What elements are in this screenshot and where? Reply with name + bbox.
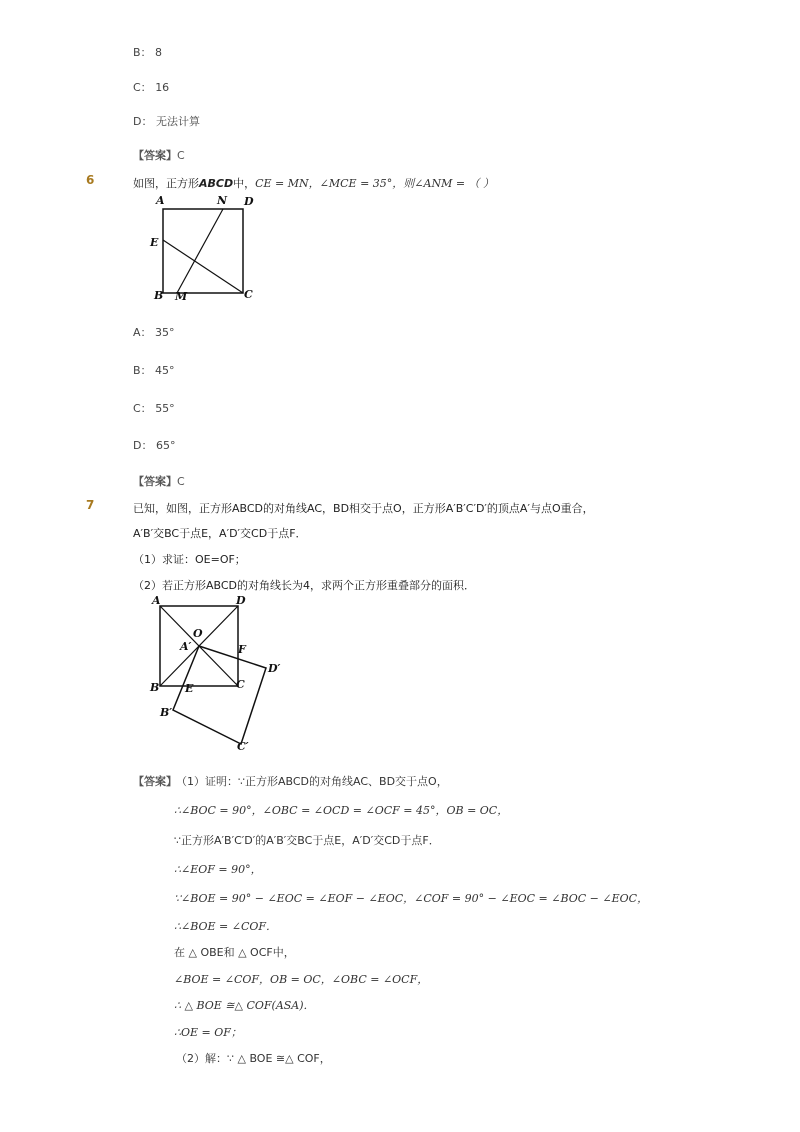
- q6-option-d: D： 65°: [133, 439, 176, 452]
- q6-stem: 如图，正方形ABCD中，CE = MN，∠MCE = 35°，则∠ANM = （ ）: [133, 177, 495, 190]
- q7-proof-line-3: ∵正方形A′B′C′D′的A′B′交BC于点E，A′D′交CD于点F．: [174, 834, 440, 847]
- q7-proof-line-4: ∴∠EOF = 90°，: [174, 863, 262, 876]
- q7-proof-line-8: ∠BOE = ∠COF，OB = OC，∠OBC = ∠OCF，: [174, 973, 429, 986]
- q6-label-e: E: [150, 236, 159, 249]
- q7-label-d: D: [236, 594, 246, 607]
- q6-square-figure: [140, 192, 270, 304]
- q7-square-figure: [140, 592, 300, 757]
- q5-option-c: C： 16: [133, 81, 170, 94]
- q7-label-o: O: [193, 627, 203, 640]
- q7-proof-line-2: ∴∠BOC = 90°，∠OBC = ∠OCD = ∠OCF = 45°，OB = OC，: [174, 804, 509, 817]
- q7-answer-tag: 【答案】: [133, 775, 177, 788]
- q7-proof-line-6: ∴∠BOE = ∠COF．: [174, 920, 278, 933]
- q6-label-m: M: [175, 290, 188, 303]
- q7-proof-line-10: ∴OE = OF；: [174, 1026, 242, 1039]
- q7-proof-line-1: （1）证明：∵正方形ABCD的对角线AC、BD交于点O，: [176, 775, 448, 788]
- q7-proof-line-7: 在 △ OBE和 △ OCF中，: [174, 946, 295, 959]
- q6-label-a: A: [156, 194, 165, 207]
- q7-line-4: （2）若正方形ABCD的对角线长为4，求两个正方形重叠部分的面积．: [133, 579, 476, 592]
- q7-square-a1b1c1d1: [173, 646, 266, 744]
- q7-label-b1: B′: [160, 706, 173, 719]
- q5-answer: 【答案】C: [133, 149, 185, 162]
- q6-label-n: N: [217, 194, 228, 207]
- q5-option-d: D： 无法计算: [133, 115, 200, 128]
- q7-line-2: A′B′交BC于点E，A′D′交CD于点F．: [133, 527, 307, 540]
- q7-proof-line-11: （2）解：∵ △ BOE ≅△ COF，: [176, 1052, 331, 1065]
- q7-label-a1: A′: [180, 640, 192, 653]
- q6-answer: 【答案】C: [133, 475, 185, 488]
- q6-number: 6: [86, 173, 95, 187]
- q6-label-c: C: [244, 288, 253, 301]
- q7-line-3: （1）求证：OE=OF；: [133, 553, 246, 566]
- q7-proof-line-5: ∵∠BOE = 90° − ∠EOC = ∠EOF − ∠EOC，∠COF = 90° − ∠EOC = ∠BOC − ∠EOC，: [174, 892, 649, 905]
- q7-line-1: 已知，如图，正方形ABCD的对角线AC，BD相交于点O，正方形A′B′C′D′的顶点A′与点O重合，: [133, 502, 594, 515]
- q6-line-ec: [163, 240, 243, 293]
- q7-proof-line-9: ∴ △ BOE ≅△ COF(ASA)．: [174, 999, 315, 1012]
- q6-square: [163, 209, 243, 293]
- q6-label-d: D: [244, 195, 254, 208]
- q7-number: 7: [86, 498, 95, 512]
- q7-label-d1: D′: [268, 662, 281, 675]
- q7-label-c1: C′: [237, 740, 249, 753]
- q6-line-mn: [177, 209, 223, 293]
- q7-label-a: A: [152, 594, 161, 607]
- q7-label-f: F: [238, 643, 246, 656]
- q7-label-e: E: [185, 682, 194, 695]
- q5-option-b: B： 8: [133, 46, 163, 59]
- q6-option-a: A： 35°: [133, 326, 175, 339]
- q6-option-c: C： 55°: [133, 402, 175, 415]
- q7-label-c: C: [236, 678, 245, 691]
- q6-label-b: B: [154, 289, 164, 302]
- q7-label-b: B: [150, 681, 160, 694]
- q6-option-b: B： 45°: [133, 364, 175, 377]
